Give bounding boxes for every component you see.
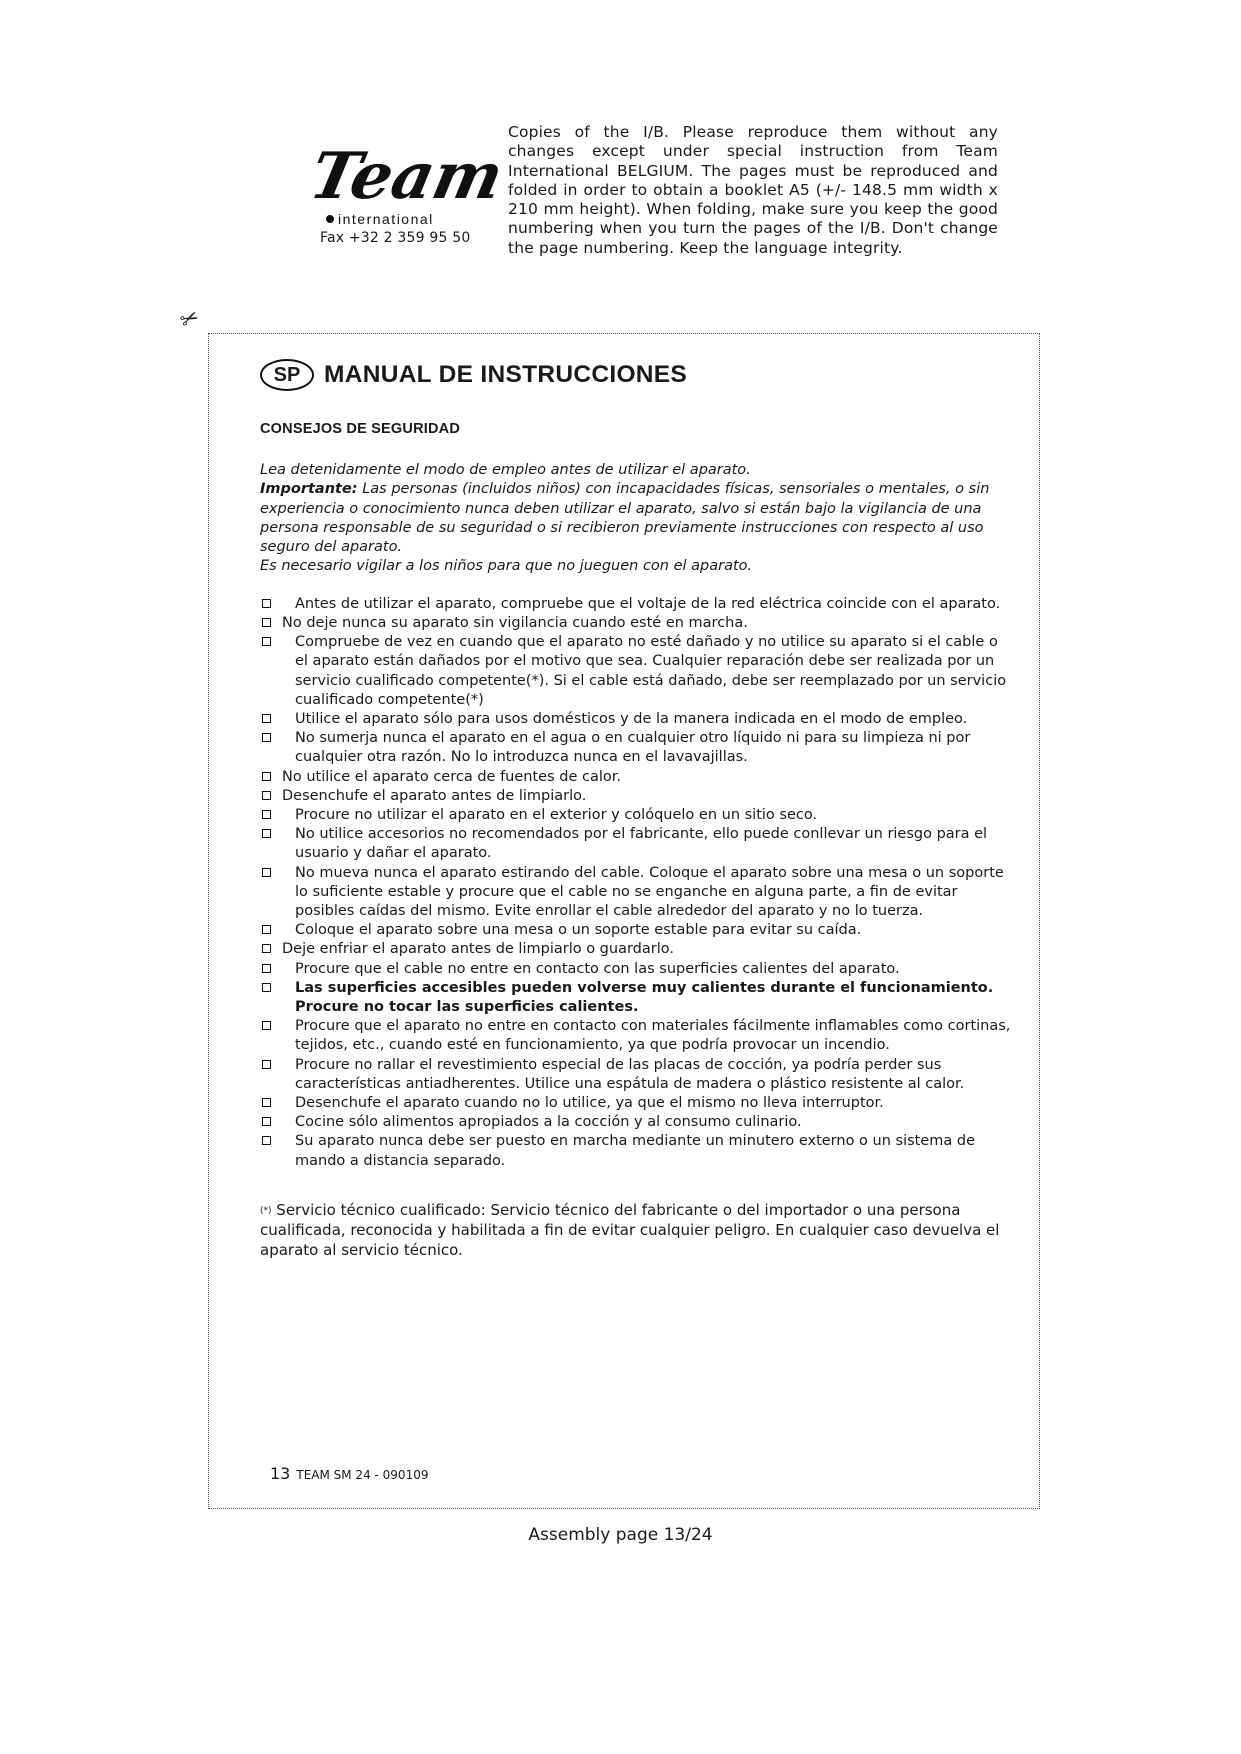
- checkbox-bullet-icon: [262, 772, 271, 781]
- logo-dot: [326, 215, 334, 223]
- checkbox-bullet-icon: [262, 637, 271, 646]
- model-code: TEAM SM 24 - 090109: [296, 1468, 429, 1482]
- checkbox-bullet-icon: [262, 925, 271, 934]
- checkbox-bullet-icon: [262, 618, 271, 627]
- team-international-logo: [303, 118, 510, 230]
- list-item: No mueva nunca el aparato estirando del cable. Coloque el aparato sobre una mesa o un soporte lo suficiente estable y procure que el cable no se enganche en alguna parte, a fin de evitar posibles caídas del mismo. Evite enrollar el cable alrededor del aparato y no lo tuerza.: [260, 864, 1015, 922]
- list-item: Compruebe de vez en cuando que el aparato no esté dañado y no utilice su aparato si el cable o el aparato están dañados por el motivo que sea. Cualquier reparación debe ser realizada por un servicio cualificado competente(*). Si el cable está dañado, debe ser reemplazado por un servicio cualificado competente(*): [260, 633, 1015, 710]
- checkbox-bullet-icon: [262, 964, 271, 973]
- list-item: Las superficies accesibles pueden volverse muy calientes durante el funcionamiento. Procure no tocar las superficies calientes.: [260, 979, 1015, 1017]
- list-item: Coloque el aparato sobre una mesa o un soporte estable para evitar su caída.: [260, 921, 1015, 940]
- checkbox-bullet-icon: [262, 733, 271, 742]
- list-item: Deje enfriar el aparato antes de limpiarlo o guardarlo.: [260, 940, 1015, 959]
- manual-page: [260, 355, 1015, 1260]
- intro-line-2: [260, 480, 1015, 557]
- title-row: [260, 355, 1015, 395]
- footnote-mark: (*): [260, 1205, 272, 1216]
- list-item: No deje nunca su aparato sin vigilancia cuando esté en marcha.: [260, 614, 1015, 633]
- list-item: Procure que el cable no entre en contacto con las superficies calientes del aparato.: [260, 960, 1015, 979]
- footnote-text: Servicio técnico cualificado: Servicio técnico del fabricante o del importador o una persona cualificada, reconocida y habilitada a fin de evitar cualquier peligro. En cualquier caso devuelva el aparato al servicio técnico.: [260, 1200, 1000, 1259]
- assembly-page-label: Assembly page 13/24: [528, 1525, 713, 1545]
- list-item: Procure no rallar el revestimiento especial de las placas de cocción, ya podría perder sus características antiadherentes. Utilice una espátula de madera o plástico resistente al calor.: [260, 1056, 1015, 1094]
- list-item: Cocine sólo alimentos apropiados a la cocción y al consumo culinario.: [260, 1113, 1015, 1132]
- printing-instructions: Copies of the I/B. Please reproduce them without any changes except under special instruction from Team International BELGIUM. The pages must be reproduced and folded in order to obtain a booklet A5 (+/- 148.5 mm width x 210 mm height). When folding, make sure you keep the good numbering when you turn the pages of the I/B. Don't change the page numbering. Keep the language integrity.: [508, 123, 998, 257]
- checkbox-bullet-icon: [262, 1136, 271, 1145]
- intro-line-1: Lea detenidamente el modo de empleo antes de utilizar el aparato.: [260, 462, 751, 478]
- scissors-icon: ✂: [176, 304, 204, 335]
- checkbox-bullet-icon: [262, 714, 271, 723]
- checkbox-bullet-icon: [262, 791, 271, 800]
- checkbox-bullet-icon: [262, 944, 271, 953]
- page-title: MANUAL DE INSTRUCCIONES: [324, 361, 688, 388]
- page-number: 13: [270, 1464, 291, 1483]
- checkbox-bullet-icon: [262, 810, 271, 819]
- footnote: [260, 1201, 1015, 1260]
- safety-list: [260, 595, 1015, 1171]
- intro-text: [260, 461, 1015, 577]
- checkbox-bullet-icon: [262, 599, 271, 608]
- checkbox-bullet-icon: [262, 829, 271, 838]
- intro-line-3: Es necesario vigilar a los niños para que no jueguen con el aparato.: [260, 558, 753, 575]
- checkbox-bullet-icon: [262, 868, 271, 877]
- language-badge: SP: [260, 359, 314, 391]
- important-label: Importante:: [260, 481, 358, 498]
- list-item: No utilice el aparato cerca de fuentes de calor.: [260, 768, 1015, 787]
- logo-sub-text: international: [338, 211, 434, 227]
- checkbox-bullet-icon: [262, 1117, 271, 1126]
- list-item: Procure no utilizar el aparato en el exterior y colóquelo en un sitio seco.: [260, 806, 1015, 825]
- list-item: Utilice el aparato sólo para usos domésticos y de la manera indicada en el modo de empleo.: [260, 710, 1015, 729]
- fax-number: Fax +32 2 359 95 50: [320, 230, 471, 246]
- checkbox-bullet-icon: [262, 1098, 271, 1107]
- list-item: Procure que el aparato no entre en contacto con materiales fácilmente inflamables como cortinas, tejidos, etc., cuando esté en funcionamiento, ya que podría provocar un incendio.: [260, 1017, 1015, 1055]
- list-item: Desenchufe el aparato cuando no lo utilice, ya que el mismo no lleva interruptor.: [260, 1094, 1015, 1113]
- checkbox-bullet-icon: [262, 1060, 271, 1069]
- important-text: Las personas (incluidos niños) con incapacidades físicas, sensoriales o mentales, o sin experiencia o conocimiento nunca deben utilizar el aparato, salvo si están bajo la vigilancia de una persona responsable de su seguridad o si recibieron previamente instrucciones con respecto al uso seguro del aparato.: [260, 481, 990, 556]
- list-item: Antes de utilizar el aparato, compruebe que el voltaje de la red eléctrica coincide con el aparato.: [260, 595, 1015, 614]
- checkbox-bullet-icon: [262, 983, 271, 992]
- list-item: No sumerja nunca el aparato en el agua o en cualquier otro líquido ni para su limpieza ni por cualquier otra razón. No lo introduzca nunca en el lavavajillas.: [260, 729, 1015, 767]
- logo-main-text: Team: [303, 138, 510, 214]
- list-item: Desenchufe el aparato antes de limpiarlo.: [260, 787, 1015, 806]
- section-heading: CONSEJOS DE SEGURIDAD: [260, 421, 460, 437]
- page-footer: [270, 1464, 428, 1483]
- list-item: No utilice accesorios no recomendados por el fabricante, ello puede conllevar un riesgo para el usuario y dañar el aparato.: [260, 825, 1015, 863]
- list-item: Su aparato nunca debe ser puesto en marcha mediante un minutero externo o un sistema de mando a distancia separado.: [260, 1132, 1015, 1170]
- checkbox-bullet-icon: [262, 1021, 271, 1030]
